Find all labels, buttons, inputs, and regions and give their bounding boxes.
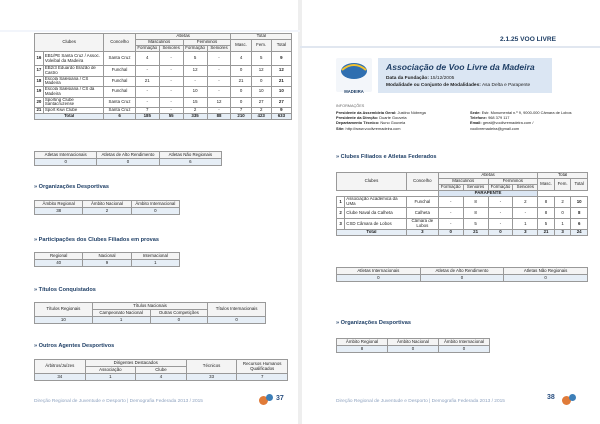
th-titulos-nacionais: Títulos Nacionais [92,303,208,310]
th-femininos: Femininos [183,40,231,46]
th-titulos-regionais: Títulos Regionais [35,303,93,317]
th-ambito-nacional: Âmbito Nacional [388,339,439,346]
th-ambito-regional: Âmbito Regional [35,201,83,208]
section-title-organizacoes: » Organizações Desportivas [34,184,109,190]
club-name: EB1/PE Santa Cruz / Assoc. Voleibal da Madeira [43,52,103,66]
th-fem: Fem. [251,40,271,52]
th-arbitros: Árbitros/Juízes [35,360,86,374]
value: 968 379 117 [488,115,510,121]
concelho: Câmara de Lobos [406,219,438,230]
total-fem: 2 [554,197,571,208]
value: Justino Nóbrega [397,110,426,115]
value-regional: 38 [35,208,83,215]
total-masc: 0 [231,87,251,98]
label: Telefone: [470,115,488,121]
masc-formacao: - [135,97,159,108]
concelho: Funchal [406,197,438,208]
concelho: Funchal [104,76,135,87]
masc-formacao: 21 [135,76,159,87]
label: Presidente da Assembleia Geral: [336,110,397,115]
fem-formacao: - [488,197,513,208]
th-ambito-nacional: Âmbito Nacional [83,201,131,208]
value-titulos-internacionais: 0 [208,317,266,324]
value: Estr. Monumental n.º 9, 9000-000 Câmara de Lobos [481,110,572,115]
total-masc: 5 [538,219,555,230]
value-alto-rendimento: 0 [420,275,504,282]
row-number: 17 [35,66,44,77]
fem-formacao: - [488,219,513,230]
th-formacao-m: Formação [438,185,463,191]
th-concelho: Concelho [104,34,135,52]
table-row [35,76,292,87]
table-row [337,208,588,219]
th-seniores-f: Seniores [513,185,538,191]
left-org-table [34,200,180,215]
row-number: 16 [35,52,44,66]
table-row [35,66,292,77]
fem-formacao: 10 [183,87,207,98]
th-atletas-internacionais: Atletas Internacionais [337,268,421,275]
value-regional: 8 [337,346,388,353]
th-masc: Masc. [538,179,555,191]
header-band [0,30,300,32]
total-clubs: 6 [104,114,135,120]
th-clube: Clube [136,367,187,374]
footer-text: Direção Regional de Juventude e Desporto | Demografia Federada 2013 / 2015 [336,399,505,404]
th-regional: Regional [35,253,83,260]
th-recursos-humanos: Recursos Humanos Qualificados [237,360,288,374]
total: 8 [571,208,588,219]
th-outras-competicoes: Outras Competições [150,310,208,317]
total-masc: 8 [538,208,555,219]
th-atletas-internacionais: Atletas Internacionais [35,152,97,159]
masc-seniores: - [159,52,183,66]
left-athletes-table [34,151,222,166]
fem-formacao: 15 [183,97,207,108]
concelho: Santa Cruz [104,108,135,114]
value-internacionais: 0 [337,275,421,282]
table-row [337,197,588,208]
club-name: Clube Naval da Calheta [345,208,407,219]
th-nacional: Nacional [83,253,131,260]
left-participacoes-table [34,252,180,267]
total-masc: 210 [231,114,251,120]
left-titulos-table [34,302,266,324]
section-title-clubes: » Clubes Filiados e Atletas Federados [336,154,437,160]
row-number: 2 [337,208,345,219]
footer-text: Direção Regional de Juventude e Desporto | Demografia Federada 2013 / 2015 [34,399,203,404]
value-internacionais: 0 [35,159,97,166]
site-link[interactable]: http://www.voolivremadeira.com [345,125,401,131]
total-fem: 27 [251,97,271,108]
masc-formacao: - [135,66,159,77]
fem-seniores: - [207,87,231,98]
th-masculinos: Masculinos [135,40,183,46]
banner-title: Associação de Voo Livre da Madeira [386,62,535,72]
th-atletas-nao-regionais: Atletas Não Regionais [159,152,221,159]
logo-text: MADEIRA [344,89,364,94]
value-clube: 4 [136,374,187,381]
value-tecnicos: 33 [186,374,237,381]
label: Sede: [470,110,481,115]
founded-label: Data da Fundação: [386,76,429,81]
value-campeonato-nacional: 1 [92,317,150,324]
value-titulos-regionais: 10 [35,317,93,324]
founded-value: 15/12/2005 [430,76,455,81]
total-fem: 3 [554,230,571,236]
value-associacao: 1 [85,374,136,381]
total-masc: 4 [231,52,251,66]
total-fem: 10 [251,87,271,98]
label: Email: [470,120,482,126]
table-row [35,52,292,66]
masc-seniores: 8 [463,197,488,208]
value-internacional: 1 [131,260,179,267]
table-row [35,97,292,108]
right-athletes-table [336,267,588,282]
info-email [470,120,580,130]
th-clubes: Clubes [337,173,407,191]
club-name: Associação Académica da UMa [345,197,407,208]
fem-seniores: - [513,208,538,219]
th-concelho: Concelho [406,173,438,191]
value-nao-regionais: 0 [504,275,588,282]
value-nao-regionais: 6 [159,159,221,166]
row-number: 20 [35,97,44,108]
modality-band: PARAPENTE [438,191,537,197]
info-right-column [470,110,580,131]
label: Site: [336,125,345,131]
right-page [300,0,600,424]
total: 10 [571,197,588,208]
club-name: Sport Kiwi Clube [43,108,103,114]
row-number: 18 [35,76,44,87]
value-nacional: 9 [83,260,131,267]
th-atletas-alto-rendimento: Atletas de Alto Rendimento [97,152,159,159]
total-masc: 21 [538,230,555,236]
concelho: Funchal [104,87,135,98]
th-femininos: Femininos [488,179,538,185]
total-clubs: 3 [406,230,438,236]
total-label: Total [337,230,407,236]
total-masc: 8 [538,197,555,208]
fem-formacao: 2 [183,108,207,114]
th-formacao-f: Formação [183,46,207,52]
th-atletas-nao-regionais: Atletas Não Regionais [504,268,588,275]
row-number: 21 [36,107,42,113]
total-masc-formacao: 0 [438,230,463,236]
section-title-participacoes: » Participações dos Clubes Filiados em provas [34,237,159,243]
total-fem: 12 [251,66,271,77]
total-fem-formacao: 335 [183,114,207,120]
footer-logo-icon [266,394,273,401]
total-fem-seniores: 3 [513,230,538,236]
th-total2: Total [571,179,588,191]
total: 9 [271,52,291,66]
fem-formacao: 5 [183,52,207,66]
info-site [336,126,456,131]
label: Departamento Técnico: [336,120,380,126]
th-clubes: Clubes [35,34,104,52]
row-number: 19 [35,87,44,98]
club-name: Escola Salesiana / CS Madeira [43,76,103,87]
table-row [35,87,292,98]
th-ambito-internacional: Âmbito Internacional [439,339,490,346]
value-nacional: 0 [388,346,439,353]
th-fem: Fem. [554,179,571,191]
page-number: 38 [547,394,555,401]
total: 27 [271,97,291,108]
total: 12 [271,66,291,77]
th-atletas: Atletas [135,34,231,40]
th-seniores-m: Seniores [463,185,488,191]
fem-seniores: 2 [513,197,538,208]
club-name: CSD Câmara de Lobos [345,219,407,230]
total: 10 [271,87,291,98]
th-formacao-f: Formação [488,185,513,191]
total-fem-formacao: 0 [488,230,513,236]
email-link[interactable]: geral@voolivremadeira.com / voolivremadeira@gmail.com [470,120,534,131]
total: 21 [271,76,291,87]
fem-seniores: 12 [207,97,231,108]
th-masculinos: Masculinos [438,179,488,185]
total-fem: 423 [251,114,271,120]
masc-formacao: - [438,219,463,230]
concelho: Funchal [104,66,135,77]
total-label: Total [35,114,104,120]
total-fem: 2 [251,108,271,114]
masc-formacao: - [438,208,463,219]
fem-formacao: - [488,208,513,219]
total: 9 [271,108,291,114]
table-row [337,219,588,230]
masc-seniores: - [159,66,183,77]
left-clubs-table [34,33,292,120]
masc-seniores: - [159,76,183,87]
th-internacional: Internacional [131,253,179,260]
th-masc: Masc. [231,40,251,52]
page-number: 37 [276,395,284,402]
founded-line [386,76,454,81]
total-masc-seniores: 55 [159,114,183,120]
masc-formacao: - [135,87,159,98]
row-number: 3 [337,219,345,230]
concelho: Santa Cruz [104,52,135,66]
header-band [300,46,600,48]
fem-seniores: - [207,76,231,87]
fem-seniores: - [207,108,231,114]
value: Duarte Gouveia [379,115,407,121]
masc-formacao: 4 [135,52,159,66]
club-name: Escola Salesiana / CS da Madeira [43,87,103,98]
value-alto-rendimento: 0 [97,159,159,166]
modality-line [386,83,530,88]
total-masc: 7 [231,108,251,114]
left-agentes-table [34,359,288,381]
right-org-table [336,338,490,353]
th-ambito-regional: Âmbito Regional [337,339,388,346]
th-total2: Total [271,40,291,52]
club-name: EB2/3 Eduardo Brazão de Castro [43,66,103,77]
section-number-title: 2.1.25 VOO LIVRE [500,36,557,43]
value: Nuno Gouveia [380,120,406,126]
th-campeonato-nacional: Campeonato Nacional [92,310,150,317]
th-associacao: Associação [85,367,136,374]
total-row [337,230,588,236]
footer-logo-icon [569,394,576,401]
masc-formacao: 7 [135,108,159,114]
th-tecnicos: Técnicos [186,360,237,374]
th-dirigentes-destacados: Dirigentes Destacados [85,360,186,367]
value-internacional: 0 [439,346,490,353]
section-title-agentes: » Outros Agentes Desportivos [34,343,115,349]
th-atletas: Atletas [438,173,537,179]
th-formacao-m: Formação [135,46,159,52]
value-regional: 40 [35,260,83,267]
value-internacional: 0 [131,208,179,215]
th-total: Total [538,173,588,179]
masc-formacao: - [438,197,463,208]
total-fem: 1 [554,219,571,230]
concelho: Santa Cruz [104,97,135,108]
total-fem: 0 [554,208,571,219]
total-fem-seniores: 88 [207,114,231,120]
total-masc: 0 [231,97,251,108]
value-nacional: 2 [83,208,131,215]
value-recursos-humanos: 7 [237,374,288,381]
info-title: INFORMAÇÕES [336,104,365,108]
total-masc: 0 [231,66,251,77]
masc-seniores: - [159,97,183,108]
masc-seniores: 8 [463,208,488,219]
logo [336,58,372,92]
th-seniores-m: Seniores [159,46,183,52]
info-left-column [336,110,456,131]
value-arbitros: 34 [35,374,86,381]
section-title-organizacoes: » Organizações Desportivas [336,320,411,326]
modality-value: Asa Delta e Parapente [481,83,531,88]
total-masc: 21 [231,76,251,87]
row-number: 1 [337,197,345,208]
masc-seniores: - [159,87,183,98]
logo-icon [336,58,372,84]
total-row [35,114,292,120]
total-masc-seniores: 21 [463,230,488,236]
th-titulos-internacionais: Títulos Internacionais [208,303,266,317]
masc-seniores: - [159,108,183,114]
th-seniores-f: Seniores [207,46,231,52]
fem-seniores: - [207,52,231,66]
th-total: Total [231,34,292,40]
total: 6 [571,219,588,230]
fem-seniores: 1 [513,219,538,230]
masc-seniores: 5 [463,219,488,230]
total-fem: 0 [251,76,271,87]
grand-total: 633 [271,114,291,120]
fem-seniores: - [207,66,231,77]
th-atletas-alto-rendimento: Atletas de Alto Rendimento [420,268,504,275]
value-outras-competicoes: 0 [150,317,208,324]
fem-formacao: 12 [183,66,207,77]
club-banner [378,58,552,93]
right-clubs-table [336,172,588,236]
total-fem: 5 [251,52,271,66]
fem-formacao: - [183,76,207,87]
label: Presidente da Direção: [336,115,379,121]
th-ambito-internacional: Âmbito Internacional [131,201,179,208]
total-masc-formacao: 185 [135,114,159,120]
concelho: Calheta [406,208,438,219]
section-title-titulos: » Títulos Conquistados [34,287,96,293]
grand-total: 24 [571,230,588,236]
modality-label: Modalidade ou Conjunto de Modalidades: [386,83,481,88]
club-name: Sporting Clube Santacruzense [43,97,103,108]
